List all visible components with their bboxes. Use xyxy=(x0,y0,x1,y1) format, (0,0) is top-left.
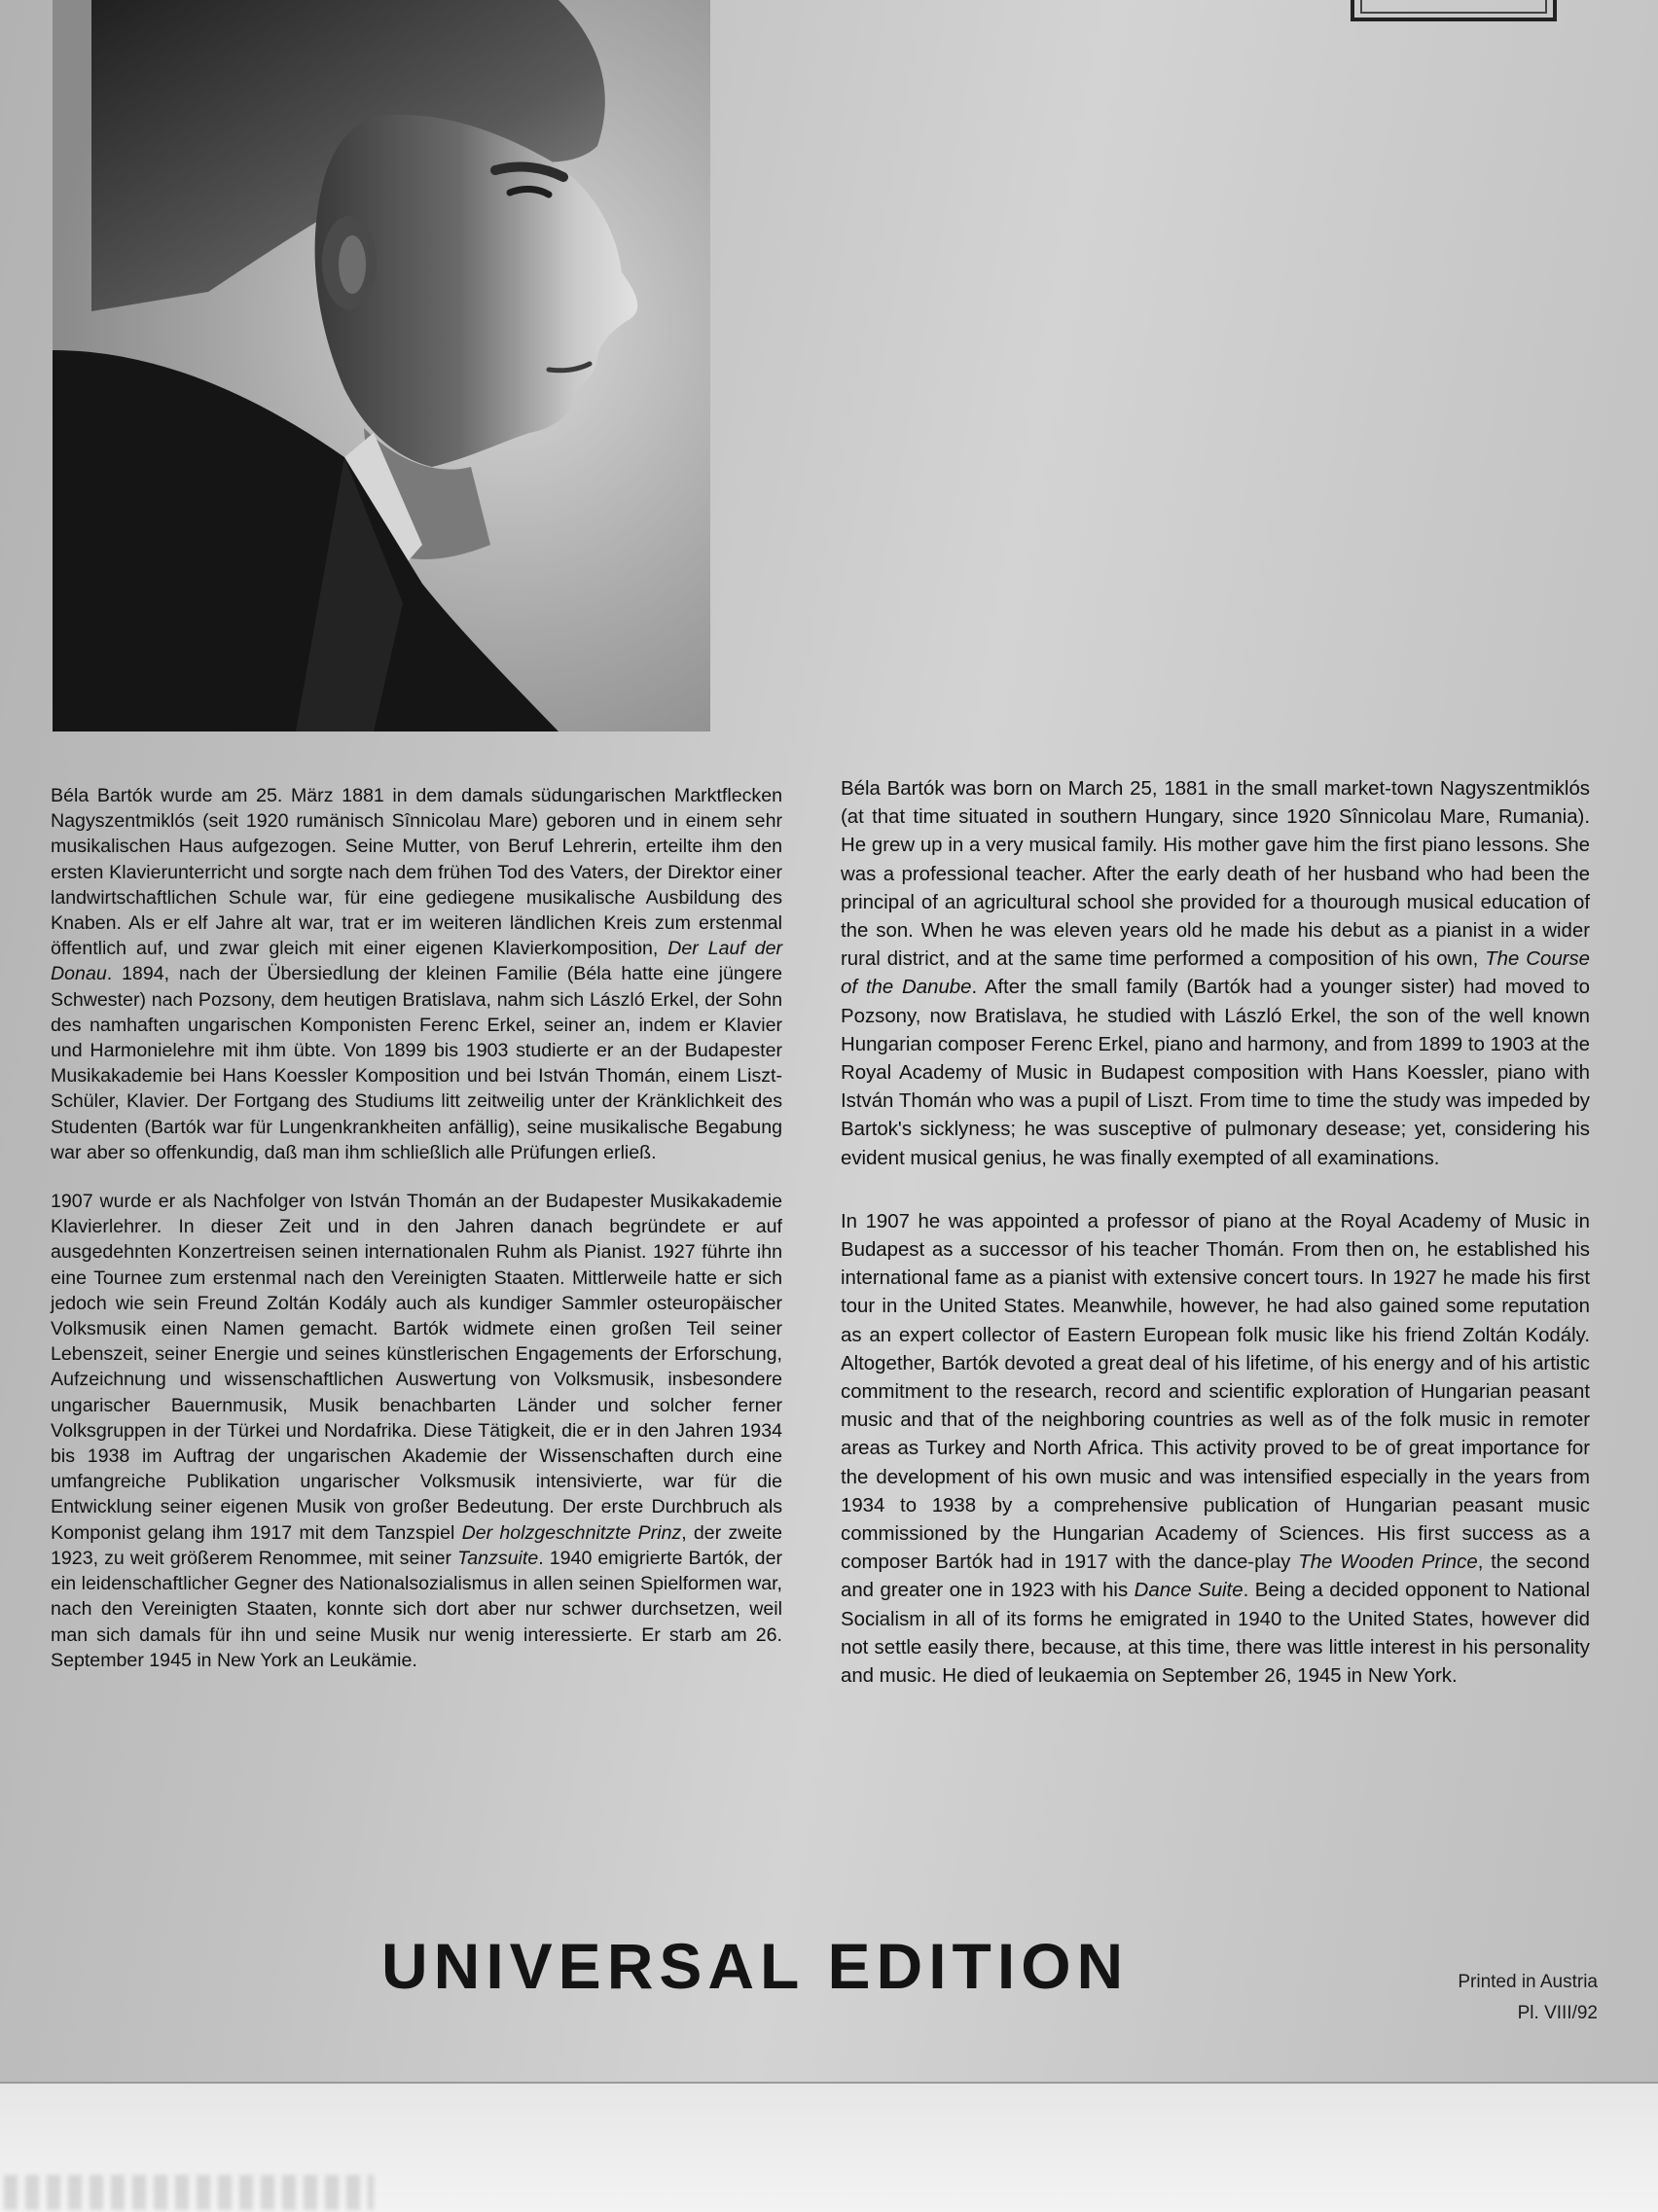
text-run: , der zweite 1923, zu weit größerem Renommee, mit seiner xyxy=(51,1521,782,1569)
italic-title-run: The Course of the Danube xyxy=(841,948,1590,999)
text-run: . After the small family (Bartók had a younger sister) had moved to Pozsony, now Bratislava, he studied with László Erkel, the son of the well known Hungarian composer Ferenc Erkel, piano and harmony, and from 1899 to 1903 at the Royal Academy of Music in Budapest composition with Hans Koessler, piano with István Thomán who was a pupil of Liszt. From time to time the study was impeded by Bartok's sicklyness; he was susceptive of pulmonary desease; yet, considering his evident musical genius, he was finally exempted of all examinations. xyxy=(841,977,1590,1169)
text-run: Béla Bartók wurde am 25. März 1881 in dem damals südungarischen Marktflecken Nagyszentmiklós (seit 1920 rumänisch Sînnicolau Mare) geboren und in einem sehr musikalischen Haus aufgezogen. Seine Mutter, von Beruf Lehrerin, erteilte ihm den ersten Klavierunterricht und sorgte nach dem frühen Tod des Vaters, der Direktor einer landwirtschaftlichen Schule war, für eine gediegene musikalische Ausbildung des Knaben. Als er elf Jahre alt war, trat er im weiteren ländlichen Kreis zum erstenmal öffentlich auf, und zwar gleich mit einer eigenen Klavierkomposition, xyxy=(51,785,782,960)
publisher-name: UNIVERSAL EDITION xyxy=(381,1930,1130,2002)
italic-title-run: Der holzgeschnitzte Prinz xyxy=(461,1521,682,1544)
portrait-illustration xyxy=(53,0,710,731)
italic-title-run: Dance Suite xyxy=(1134,1580,1244,1602)
german-paragraph-1 xyxy=(51,783,782,1165)
english-biography xyxy=(841,775,1590,1726)
portrait-photo xyxy=(53,0,710,731)
printed-in-label: Printed in Austria xyxy=(1458,1972,1598,1992)
corner-stamp xyxy=(1351,0,1557,21)
english-paragraph-2 xyxy=(841,1208,1590,1691)
text-run: In 1907 he was appointed a professor of piano at the Royal Academy of Music in Budapest as a successor of his teacher Thomán. From then on, he established his international fame as a pianist with extensive concert tours. In 1927 he made his first tour in the United States. Meanwhile, however, he had also gained some reputation as an expert collector of Eastern European folk music like his friend Zoltán Kodály. Altogether, Bartók devoted a great deal of his lifetime, of his energy and of his artistic commitment to the research, record and scientific exploration of Hungarian peasant music and that of the neighboring countries as well as of the folk music in remoter areas as Turkey and North Africa. This activity proved to be of great importance for the development of his own music and was intensified especially in the years from 1934 to 1938 by a comprehensive publication of Hungarian peasant music commissioned by the Hungarian Academy of Sciences. His first success as a composer Bartók had in 1917 with the dance-play xyxy=(841,1210,1590,1574)
text-run: Béla Bartók was born on March 25, 1881 in the small market-town Nagyszentmiklós (at that time situated in southern Hungary, since 1920 Sînnicolau Mare, Rumania). He grew up in a very musical family. His mother gave him the first piano lessons. She was a professional teacher. After the early death of her husband who had been the principal of an agricultural school she provided for a thourough musical education of the son. When he was eleven years old he made his debut as a pianist in a wider rural district, and at the same time performed a composition of his own, xyxy=(841,778,1590,971)
german-paragraph-2 xyxy=(51,1189,782,1673)
text-run: . Being a decided opponent to National Socialism in all of its forms he emigrated in 1940 to the United States, however did not settle easily there, because, at this time, there was little interest in his personality and music. He died of leukaemia on September 26, 1945 in New York. xyxy=(841,1580,1590,1688)
italic-title-run: Der Lauf der Donau xyxy=(51,938,782,985)
text-run: . 1940 emigrierte Bartók, der ein leidenschaftlicher Gegner des Nationalsozialismus in allen seinen Spielformen war, nach den Vereinigten Staaten, konnte sich dort aber nur schwer durchsetzen, weil man sich damals für ihn und seine Musik nur wenig interessierte. Er starb am 26. September 1945 in New York an Leukämie. xyxy=(51,1547,782,1671)
italic-title-run: Tanzsuite xyxy=(457,1547,539,1569)
watermark-strip xyxy=(4,2175,374,2210)
italic-title-run: The Wooden Prince xyxy=(1298,1552,1478,1574)
text-run: . 1894, nach der Übersiedlung der kleinen Familie (Béla hatte eine jüngere Schwester) nach Pozsony, dem heutigen Bratislava, nahm sich László Erkel, der Sohn des namhaften ungarischen Komponisten Ferenc Erkel, seiner an, indem er Klavier und Harmonielehre mit ihm übte. Von 1899 bis 1903 studierte er an der Budapester Musikakademie bei Hans Koessler Komposition und bei István Thomán, einem Liszt-Schüler, Klavier. Der Fortgang des Studiums litt zeitweilig unter der Kränklichkeit des Studenten (Bartók war für Lungenkrankheiten anfällig), seine musikalische Begabung war aber so offenkundig, daß man ihm schließlich alle Prüfungen erließ. xyxy=(51,963,782,1163)
english-paragraph-1 xyxy=(841,775,1590,1173)
plate-number: Pl. VIII/92 xyxy=(1517,2003,1598,2023)
print-info xyxy=(1362,1967,1598,2029)
german-biography xyxy=(51,783,782,1696)
text-run: 1907 wurde er als Nachfolger von István Thomán an der Budapester Musikakademie Klavierlehrer. In dieser Zeit und in den Jahren danach begründete er auf ausgedehnten Konzertreisen seinen internationalen Ruhm als Pianist. 1927 führte ihn eine Tournee zum erstenmal nach den Vereinigten Staaten. Mittlerweile hatte er sich jedoch wie sein Freund Zoltán Kodály auch als kundiger Sammler osteuropäischer Volksmusik einen Namen gemacht. Bartók widmete einen großen Teil seiner Lebenszeit, seiner Energie und seines künstlerischen Engagements der Erforschung, Aufzeichnung und wissenschaftlichen Auswertung von Volksmusik, insbesondere ungarischer Bauernmusik, Musik benachbarten Länder und solcher ferner Volksgruppen in der Türkei und Nordafrika. Diese Tätigkeit, die er in den Jahren 1934 bis 1938 im Auftrag der ungarischen Akademie der Wissenschaften durch eine umfangreiche Publikation ungarischer Volksmusik intensivierte, war für die Entwicklung seiner eigenen Musik von großer Bedeutung. Der erste Durchbruch als Komponist gelang ihm 1917 mit dem Tanzspiel xyxy=(51,1191,782,1544)
text-run: , the second and greater one in 1923 with his xyxy=(841,1552,1590,1602)
